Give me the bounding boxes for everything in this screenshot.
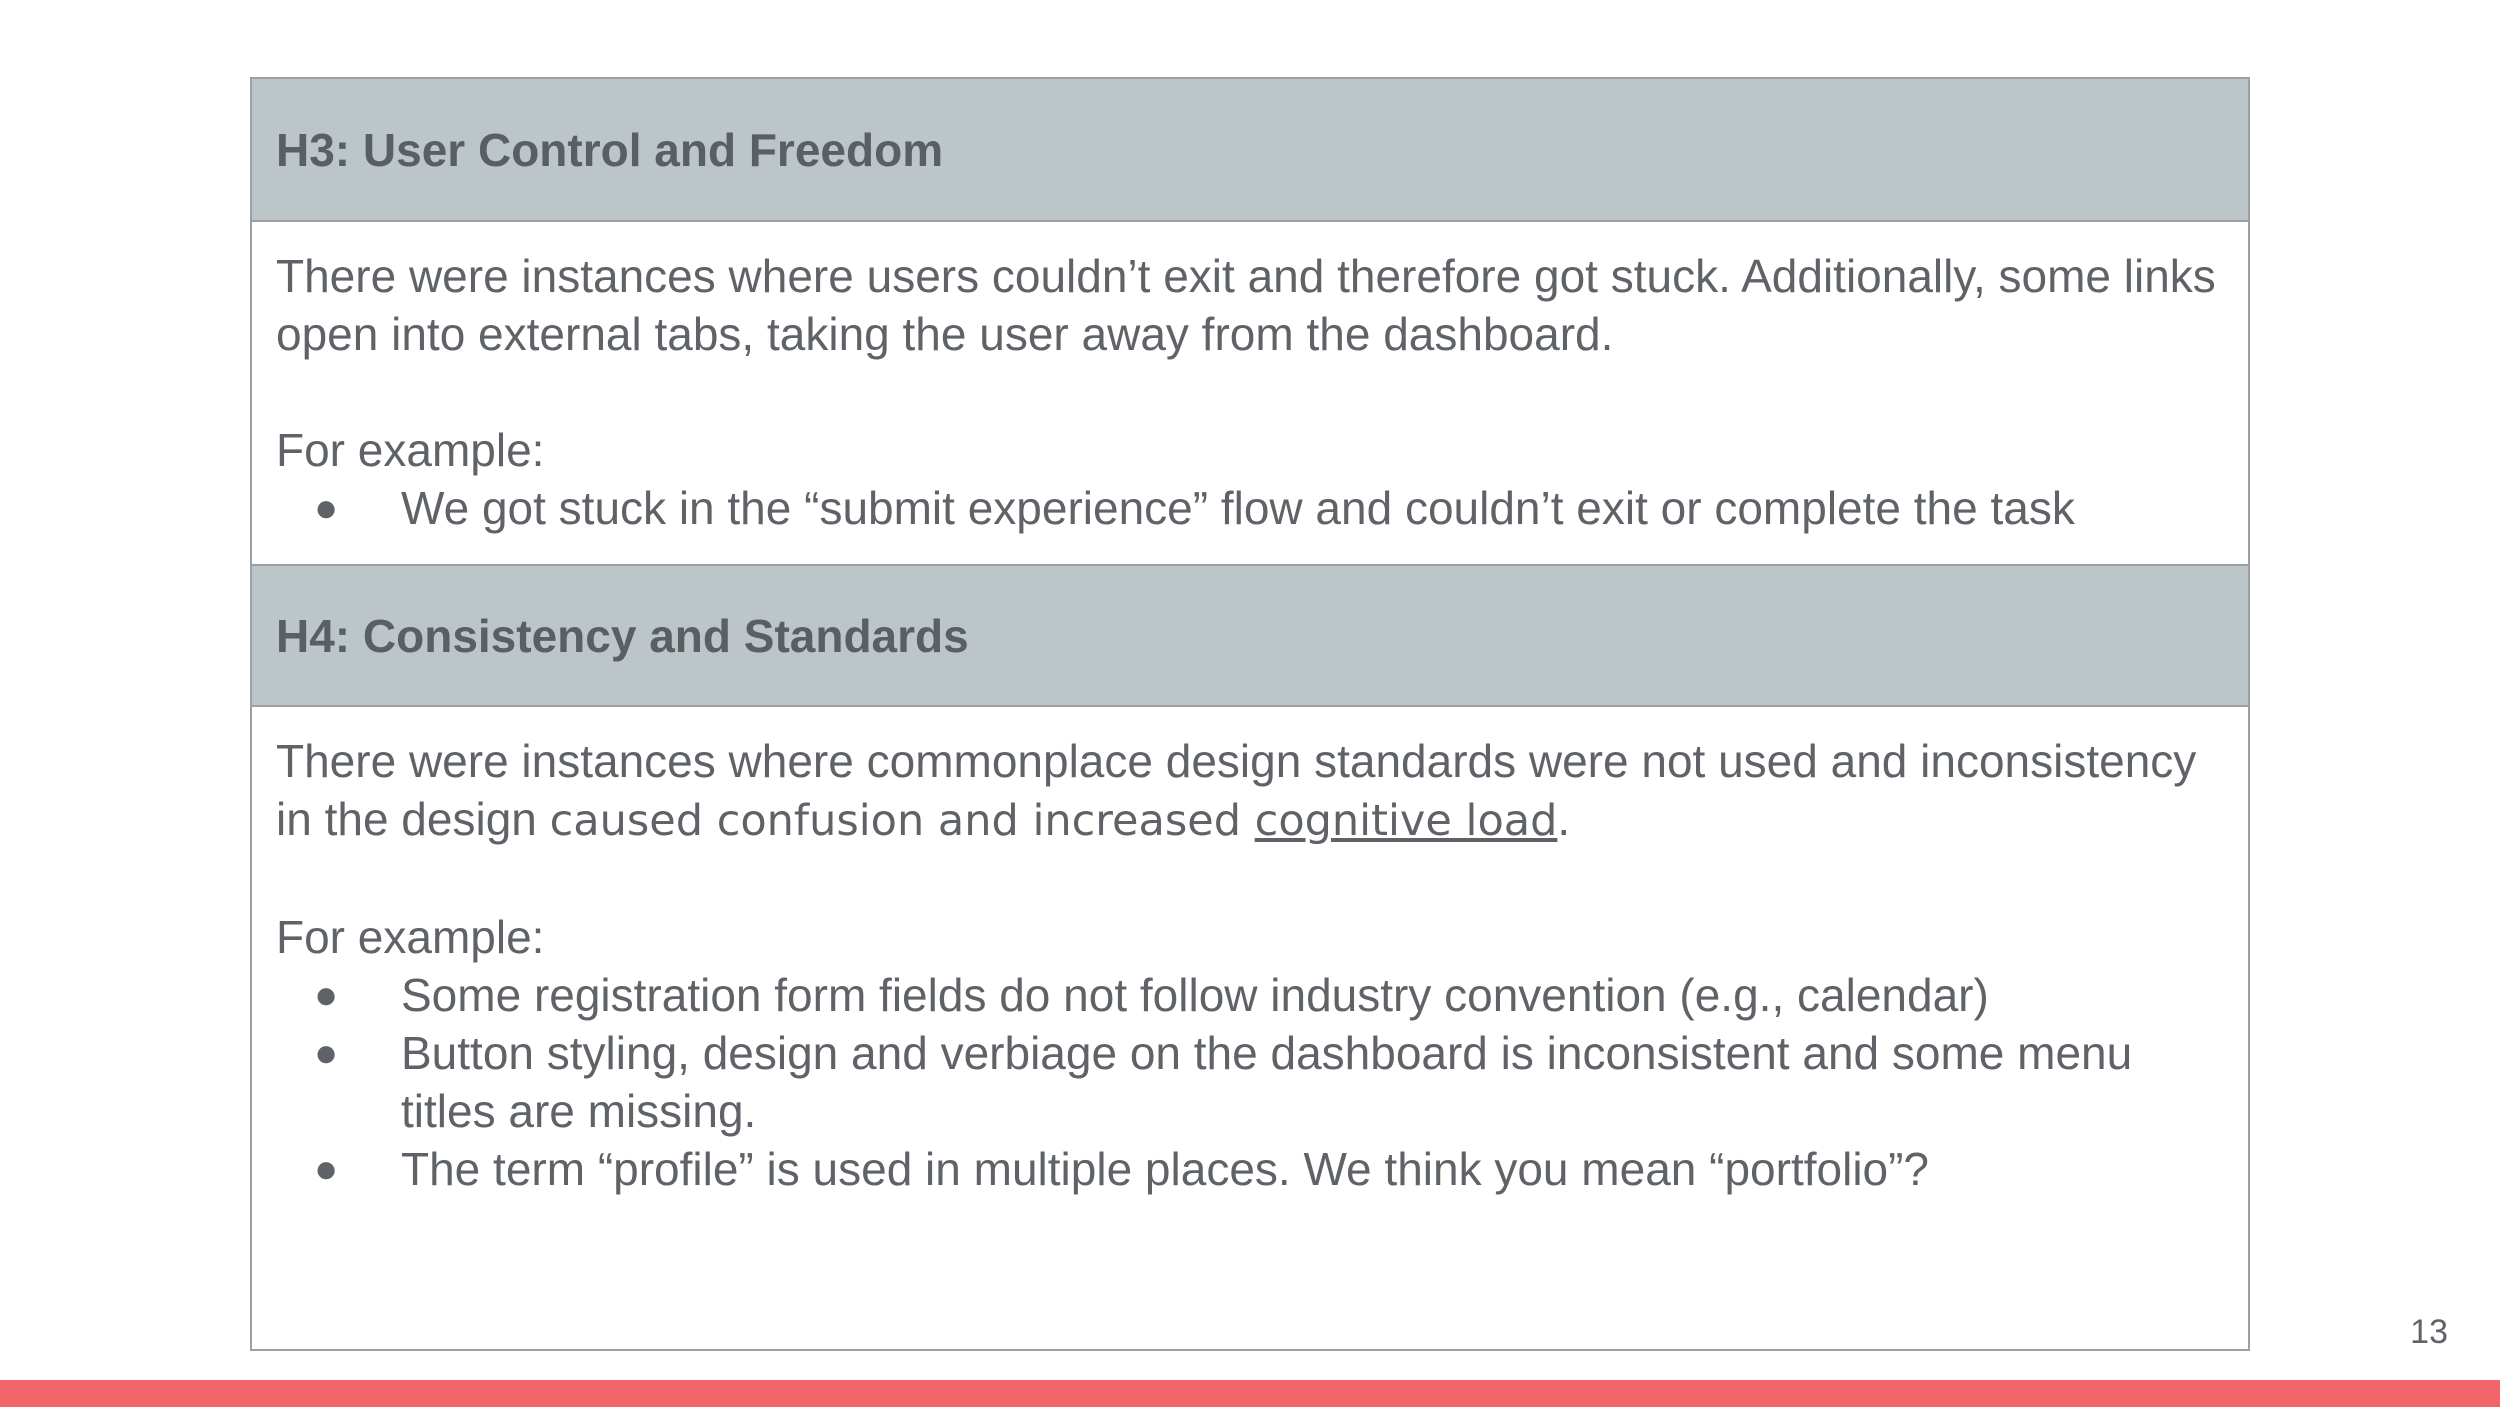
bullet-icon: ● — [314, 1147, 339, 1191]
section-body-h4 — [252, 707, 2248, 1349]
paragraph-spacer — [276, 363, 2224, 421]
section-heading-h4 — [252, 564, 2248, 707]
paragraph-spacer — [276, 850, 2224, 908]
list-item — [276, 966, 2224, 1024]
description-text-continued: caused confusion and increased — [549, 796, 1255, 846]
example-label: For example: — [276, 911, 545, 963]
list-item-text: The term “profile” is used in multiple places. We think you mean “portfolio”? — [401, 1143, 1930, 1195]
section-description — [276, 732, 2224, 850]
description-text: There were instances where commonplace design standards were not used and inconsistency in the design — [276, 735, 2197, 845]
bullet-icon: ● — [314, 973, 339, 1017]
bullet-icon: ● — [314, 486, 339, 530]
example-list — [276, 479, 2224, 537]
example-label: For example: — [276, 424, 545, 476]
bullet-icon: ● — [314, 1031, 339, 1075]
page-number: 13 — [2410, 1313, 2448, 1351]
section-description: There were instances where users couldn’t exit and therefore got stuck. Additionally, some links open into external tabs, taking the user away from the dashboard. — [276, 250, 2216, 360]
list-item — [276, 479, 2224, 537]
section-heading-text: H4: Consistency and Standards — [276, 609, 969, 662]
section-body-h3 — [252, 222, 2248, 564]
cognitive-load-link[interactable]: cognitive load — [1254, 796, 1558, 846]
heuristics-table — [250, 77, 2250, 1351]
section-heading-h3 — [252, 79, 2248, 222]
list-item-text: We got stuck in the “submit experience” flow and couldn’t exit or complete the task — [401, 482, 2075, 534]
list-item — [276, 1024, 2224, 1140]
section-heading-text: H3: User Control and Freedom — [276, 123, 944, 176]
list-item-text: Button styling, design and verbiage on the dashboard is inconsistent and some menu titles are missing. — [401, 1027, 2133, 1137]
footer-accent-bar — [0, 1380, 2500, 1407]
list-item-text: Some registration form fields do not follow industry convention (e.g., calendar) — [401, 969, 1989, 1021]
example-list — [276, 966, 2224, 1198]
list-item — [276, 1140, 2224, 1198]
description-period: . — [1557, 793, 1571, 845]
